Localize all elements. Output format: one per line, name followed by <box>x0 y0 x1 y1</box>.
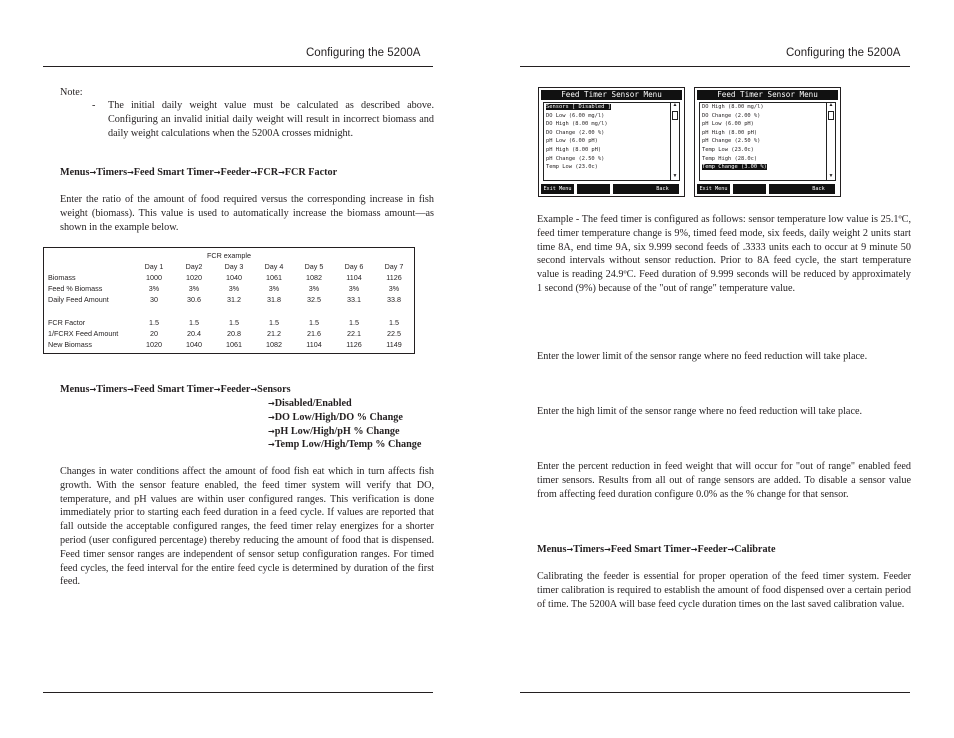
menu-item[interactable] <box>700 120 826 129</box>
table-cell: 1.5 <box>189 318 199 327</box>
menu-path-step: Menus <box>60 167 90 178</box>
lcd-screen-1 <box>538 87 685 197</box>
softkey-button[interactable] <box>733 184 766 194</box>
sensor-option-label: DO Low/High/DO % Change <box>274 411 403 423</box>
arrow-icon: → <box>268 426 275 436</box>
sensor-option <box>268 411 421 425</box>
table-cell: 1104 <box>306 340 322 349</box>
row-label: New Biomass <box>48 340 92 349</box>
change-paragraph: Enter the percent reduction in feed weight that will occur for "out of range" enabled feed timer sensors. Results from all out of range sensors are added. To disable a sensor value from affecting feed duration configure 0.0% as the % change for that sensor. <box>537 461 911 500</box>
arrow-icon: → <box>604 545 611 554</box>
scroll-up-icon: ▲ <box>672 103 678 108</box>
softkey-button[interactable]: Exit Menu <box>541 184 574 194</box>
menu-item-label: pH High (8.00 pH) <box>546 146 602 153</box>
row-label: FCR Factor <box>48 318 86 327</box>
table-header-cell: Day 5 <box>304 262 324 271</box>
scroll-up-icon: ▲ <box>828 103 834 108</box>
menu-item-label: DO Change (2.00 %) <box>546 129 605 136</box>
table-cell: 1040 <box>226 273 242 282</box>
arrow-icon: → <box>250 168 258 177</box>
table-cell: 1020 <box>186 273 202 282</box>
header-rule <box>520 66 910 67</box>
menu-item-label: DO High (8.00 mg/l) <box>546 121 608 128</box>
table-cell: 33.1 <box>347 295 361 304</box>
scroll-down-icon: ▼ <box>672 174 678 179</box>
softkey-button[interactable] <box>577 184 610 194</box>
table-cell: 20 <box>150 329 158 338</box>
menu-item[interactable] <box>544 129 670 138</box>
table-cell: 3% <box>228 284 240 293</box>
table-cell: 20.8 <box>227 329 241 338</box>
table-cell: 31.8 <box>267 295 281 304</box>
arrow-icon: → <box>268 412 275 422</box>
table-cell: 1.5 <box>389 318 399 327</box>
table-header-row <box>44 262 414 273</box>
table-cell: 1.5 <box>349 318 359 327</box>
sensor-options-list <box>268 397 421 452</box>
menu-item-label: pH High (8.00 pH) <box>702 129 758 136</box>
menu-path-calibrate <box>537 543 775 557</box>
arrow-icon: → <box>89 385 97 394</box>
arrow-icon: → <box>278 168 285 177</box>
sensor-option <box>268 397 421 411</box>
footer-rule <box>520 692 910 693</box>
table-row <box>44 318 414 329</box>
table-cell: 22.5 <box>387 329 401 338</box>
scroll-down-icon: ▼ <box>828 174 834 179</box>
menu-path-step: Sensors <box>257 384 291 395</box>
menu-item[interactable] <box>700 137 826 146</box>
sensor-option-label: Temp Low/High/Temp % Change <box>274 439 422 451</box>
menu-item-label: Temp High (28.0c) <box>702 155 758 162</box>
table-row <box>44 340 414 351</box>
table-cell: 1040 <box>186 340 202 349</box>
table-title: FCR example <box>207 251 251 260</box>
fcr-paragraph: Enter the ratio of the amount of food required versus the corresponding increase in fish weight (biomass). This value is used to automatically increase the biomass amount—as shown in the example below. <box>60 194 434 233</box>
table-cell: 22.1 <box>347 329 361 338</box>
menu-item-label: Temp Low (23.0c) <box>546 164 598 171</box>
arrow-icon: → <box>268 399 275 408</box>
table-cell: 3% <box>308 284 320 293</box>
table-cell: 3% <box>268 284 280 293</box>
menu-path-step: FCR <box>257 167 279 178</box>
menu-item[interactable] <box>544 155 670 164</box>
table-cell: 1.5 <box>269 318 279 327</box>
sensor-option-label: Disabled/Enabled <box>274 398 352 409</box>
note-text: The initial daily weight value must be calculated as described above. Configuring an invalid initial daily weight will result in incorrect biomass and daily weight calculations when the 5200A crosses midnight. <box>108 100 434 139</box>
right-page <box>477 0 954 738</box>
table-cell: 21.2 <box>267 329 281 338</box>
menu-item[interactable] <box>700 155 826 164</box>
note-item <box>92 99 434 140</box>
menu-item[interactable] <box>544 120 670 129</box>
header-rule <box>43 66 433 67</box>
arrow-icon: → <box>727 545 735 554</box>
softkey-button[interactable]: Back <box>646 184 679 194</box>
menu-path-step: Feed Smart Timer <box>610 544 691 555</box>
menu-path-step: Feeder <box>697 544 728 555</box>
calibrate-paragraph: Calibrating the feeder is essential for proper operation of the feed timer system. Feeder timer calibration is required to establish the amount of food dispensed over a certain period of time. The 5200A will base feed cycle duration times on the last saved calibration value. <box>537 571 911 610</box>
lcd-screen-2 <box>694 87 841 197</box>
row-label: 1/FCRX Feed Amount <box>48 329 119 338</box>
table-row <box>44 329 414 340</box>
menu-item-label: Temp Low (23.0c) <box>702 146 754 153</box>
table-cell: 32.5 <box>307 295 321 304</box>
menu-item[interactable] <box>544 146 670 155</box>
arrow-icon: → <box>690 545 698 554</box>
table-cell: 1000 <box>146 273 162 282</box>
menu-path-step: Calibrate <box>734 544 776 555</box>
arrow-icon: → <box>213 385 221 394</box>
menu-item-label: DO Change (2.00 %) <box>702 112 761 119</box>
menu-path-step: Menus <box>60 384 90 395</box>
table-cell: 1061 <box>226 340 242 349</box>
table-cell: 1082 <box>266 340 282 349</box>
table-cell: 1020 <box>146 340 162 349</box>
menu-item[interactable] <box>700 163 826 172</box>
softkey-bar <box>697 184 838 194</box>
scrollbar[interactable] <box>826 102 836 181</box>
row-label: Biomass <box>48 273 76 282</box>
table-row <box>44 295 414 306</box>
arrow-icon: → <box>127 385 134 394</box>
table-cell: 3% <box>348 284 360 293</box>
arrow-icon: → <box>250 385 258 394</box>
screen-title: Feed Timer Sensor Menu <box>541 90 682 100</box>
scroll-thumb <box>828 111 834 120</box>
menu-path-step: Feed Smart Timer <box>133 384 214 395</box>
menu-path-step: Timers <box>96 384 128 395</box>
sensor-option <box>268 438 421 452</box>
note-label: Note: <box>60 87 83 98</box>
table-header-cell: Day 1 <box>144 262 164 271</box>
table-row <box>44 273 414 284</box>
arrow-icon: → <box>213 168 221 177</box>
softkey-bar <box>541 184 682 194</box>
table-cell: 1.5 <box>309 318 319 327</box>
table-cell: 1.5 <box>149 318 159 327</box>
menu-item-label: pH Low (6.00 pH) <box>702 121 754 128</box>
menu-item[interactable] <box>544 137 670 146</box>
menu-item-label: DO High (8.00 mg/l) <box>702 104 764 110</box>
menu-item-label: Temp Change (3.00 %) <box>702 164 767 171</box>
softkey-button[interactable] <box>613 184 646 194</box>
table-cell: 3% <box>148 284 160 293</box>
table-cell: 1126 <box>386 273 402 282</box>
page-header: Configuring the 5200A <box>306 47 421 59</box>
menu-item[interactable] <box>700 103 826 112</box>
menu-item[interactable] <box>700 112 826 121</box>
softkey-button[interactable]: Exit Menu <box>697 184 730 194</box>
high-limit-paragraph: Enter the high limit of the sensor range where no feed reduction will take place. <box>537 406 863 417</box>
menu-path-step: Menus <box>537 544 567 555</box>
menu-item[interactable] <box>700 129 826 138</box>
table-cell: 20.4 <box>187 329 201 338</box>
table-cell: 30 <box>150 295 158 304</box>
menu-path-step: Feeder <box>220 167 251 178</box>
softkey-button[interactable]: Back <box>802 184 835 194</box>
menu-list <box>543 102 671 181</box>
table-cell: 3% <box>388 284 400 293</box>
softkey-button[interactable] <box>769 184 802 194</box>
menu-path-step: Timers <box>573 544 605 555</box>
table-cell: 1104 <box>346 273 362 282</box>
low-limit-paragraph: Enter the lower limit of the sensor range where no feed reduction will take place. <box>537 351 868 362</box>
menu-item-label: pH Change (2.50 %) <box>546 155 605 162</box>
arrow-icon: → <box>268 440 275 450</box>
menu-path-fcr-factor <box>60 166 337 180</box>
row-label: Daily Feed Amount <box>48 295 109 304</box>
scrollbar[interactable] <box>670 102 680 181</box>
menu-item[interactable] <box>544 163 670 172</box>
table-cell: 33.8 <box>387 295 401 304</box>
table-cell: 3% <box>188 284 200 293</box>
table-cell: 1061 <box>266 273 282 282</box>
menu-item-label: DO Low (6.00 mg/l) <box>546 112 605 119</box>
table-cell: 1.5 <box>229 318 239 327</box>
screen-title: Feed Timer Sensor Menu <box>697 90 838 100</box>
table-header-cell: Day 7 <box>384 262 404 271</box>
scroll-thumb <box>672 111 678 120</box>
table-cell: 1149 <box>386 340 402 349</box>
table-cell: 1082 <box>306 273 322 282</box>
note-dash: - <box>92 100 96 111</box>
menu-path-step: Feeder <box>220 384 251 395</box>
table-cell: 1126 <box>346 340 362 349</box>
table-row <box>44 284 414 295</box>
example-paragraph: Example - The feed timer is configured as follows: sensor temperature low value is 25.1ºC, feed timer temperature change is 9%, timed feed mode, six feeds, daily weight 2 units start time 8A, end time 9A, six 9.999 second feeds of .3333 units each to occur at 9 minute 50 second intervals without sensor reduction. Prior to 8A feed cycle, the start temperature value is reading 24.9ºC. Feed duration of 9.999 seconds will be reduced by approximately 1 second (9%) because of the "out of range" temperature value. <box>537 214 911 294</box>
row-label: Feed % Biomass <box>48 284 103 293</box>
page-header: Configuring the 5200A <box>786 47 901 59</box>
table-cell: 21.6 <box>307 329 321 338</box>
sensor-option-label: pH Low/High/pH % Change <box>274 425 400 437</box>
menu-item-label: pH Low (6.00 pH) <box>546 138 598 145</box>
footer-rule <box>43 692 433 693</box>
menu-list <box>699 102 827 181</box>
arrow-icon: → <box>89 168 97 177</box>
menu-item[interactable] <box>544 103 670 112</box>
menu-item-label: Sensors [ Disabled ] <box>546 104 611 110</box>
menu-item[interactable] <box>700 146 826 155</box>
arrow-icon: → <box>566 545 574 554</box>
table-header-cell: Day 4 <box>264 262 284 271</box>
table-header-cell: Day 6 <box>344 262 364 271</box>
sensor-option <box>268 425 421 439</box>
table-cell: 30.6 <box>187 295 201 304</box>
fcr-example-table <box>43 247 415 354</box>
menu-path-step: Timers <box>96 167 128 178</box>
table-header-cell: Day 3 <box>224 262 244 271</box>
menu-path-sensors <box>60 383 291 397</box>
menu-item[interactable] <box>544 112 670 121</box>
table-cell: 31.2 <box>227 295 241 304</box>
arrow-icon: → <box>127 168 134 177</box>
sensor-paragraph: Changes in water conditions affect the amount of food fish eat which in turn affects fish growth. With the sensor feature enabled, the feed timer system will verify that DO, temperature, and pH values are within user configured ranges. This verification is done immediately prior to starting each feed duration in a feed cycle. If values are reported that fall outside the acceptable configured ranges, the feed timer relay energizes for a shorter period (user configured percentage) thereby reducing the amount of food that is dispensed. Feed timer sensor ranges are independent of sensor setup configuration ranges. For timed feed cycles, the feed interval for the entire feed cycle is determined by duration of the first feed. <box>60 466 434 588</box>
menu-item-label: pH Change (2.50 %) <box>702 138 761 145</box>
table-header-cell: Day2 <box>185 262 203 271</box>
menu-path-step: FCR Factor <box>284 167 338 178</box>
menu-path-step: Feed Smart Timer <box>133 167 214 178</box>
